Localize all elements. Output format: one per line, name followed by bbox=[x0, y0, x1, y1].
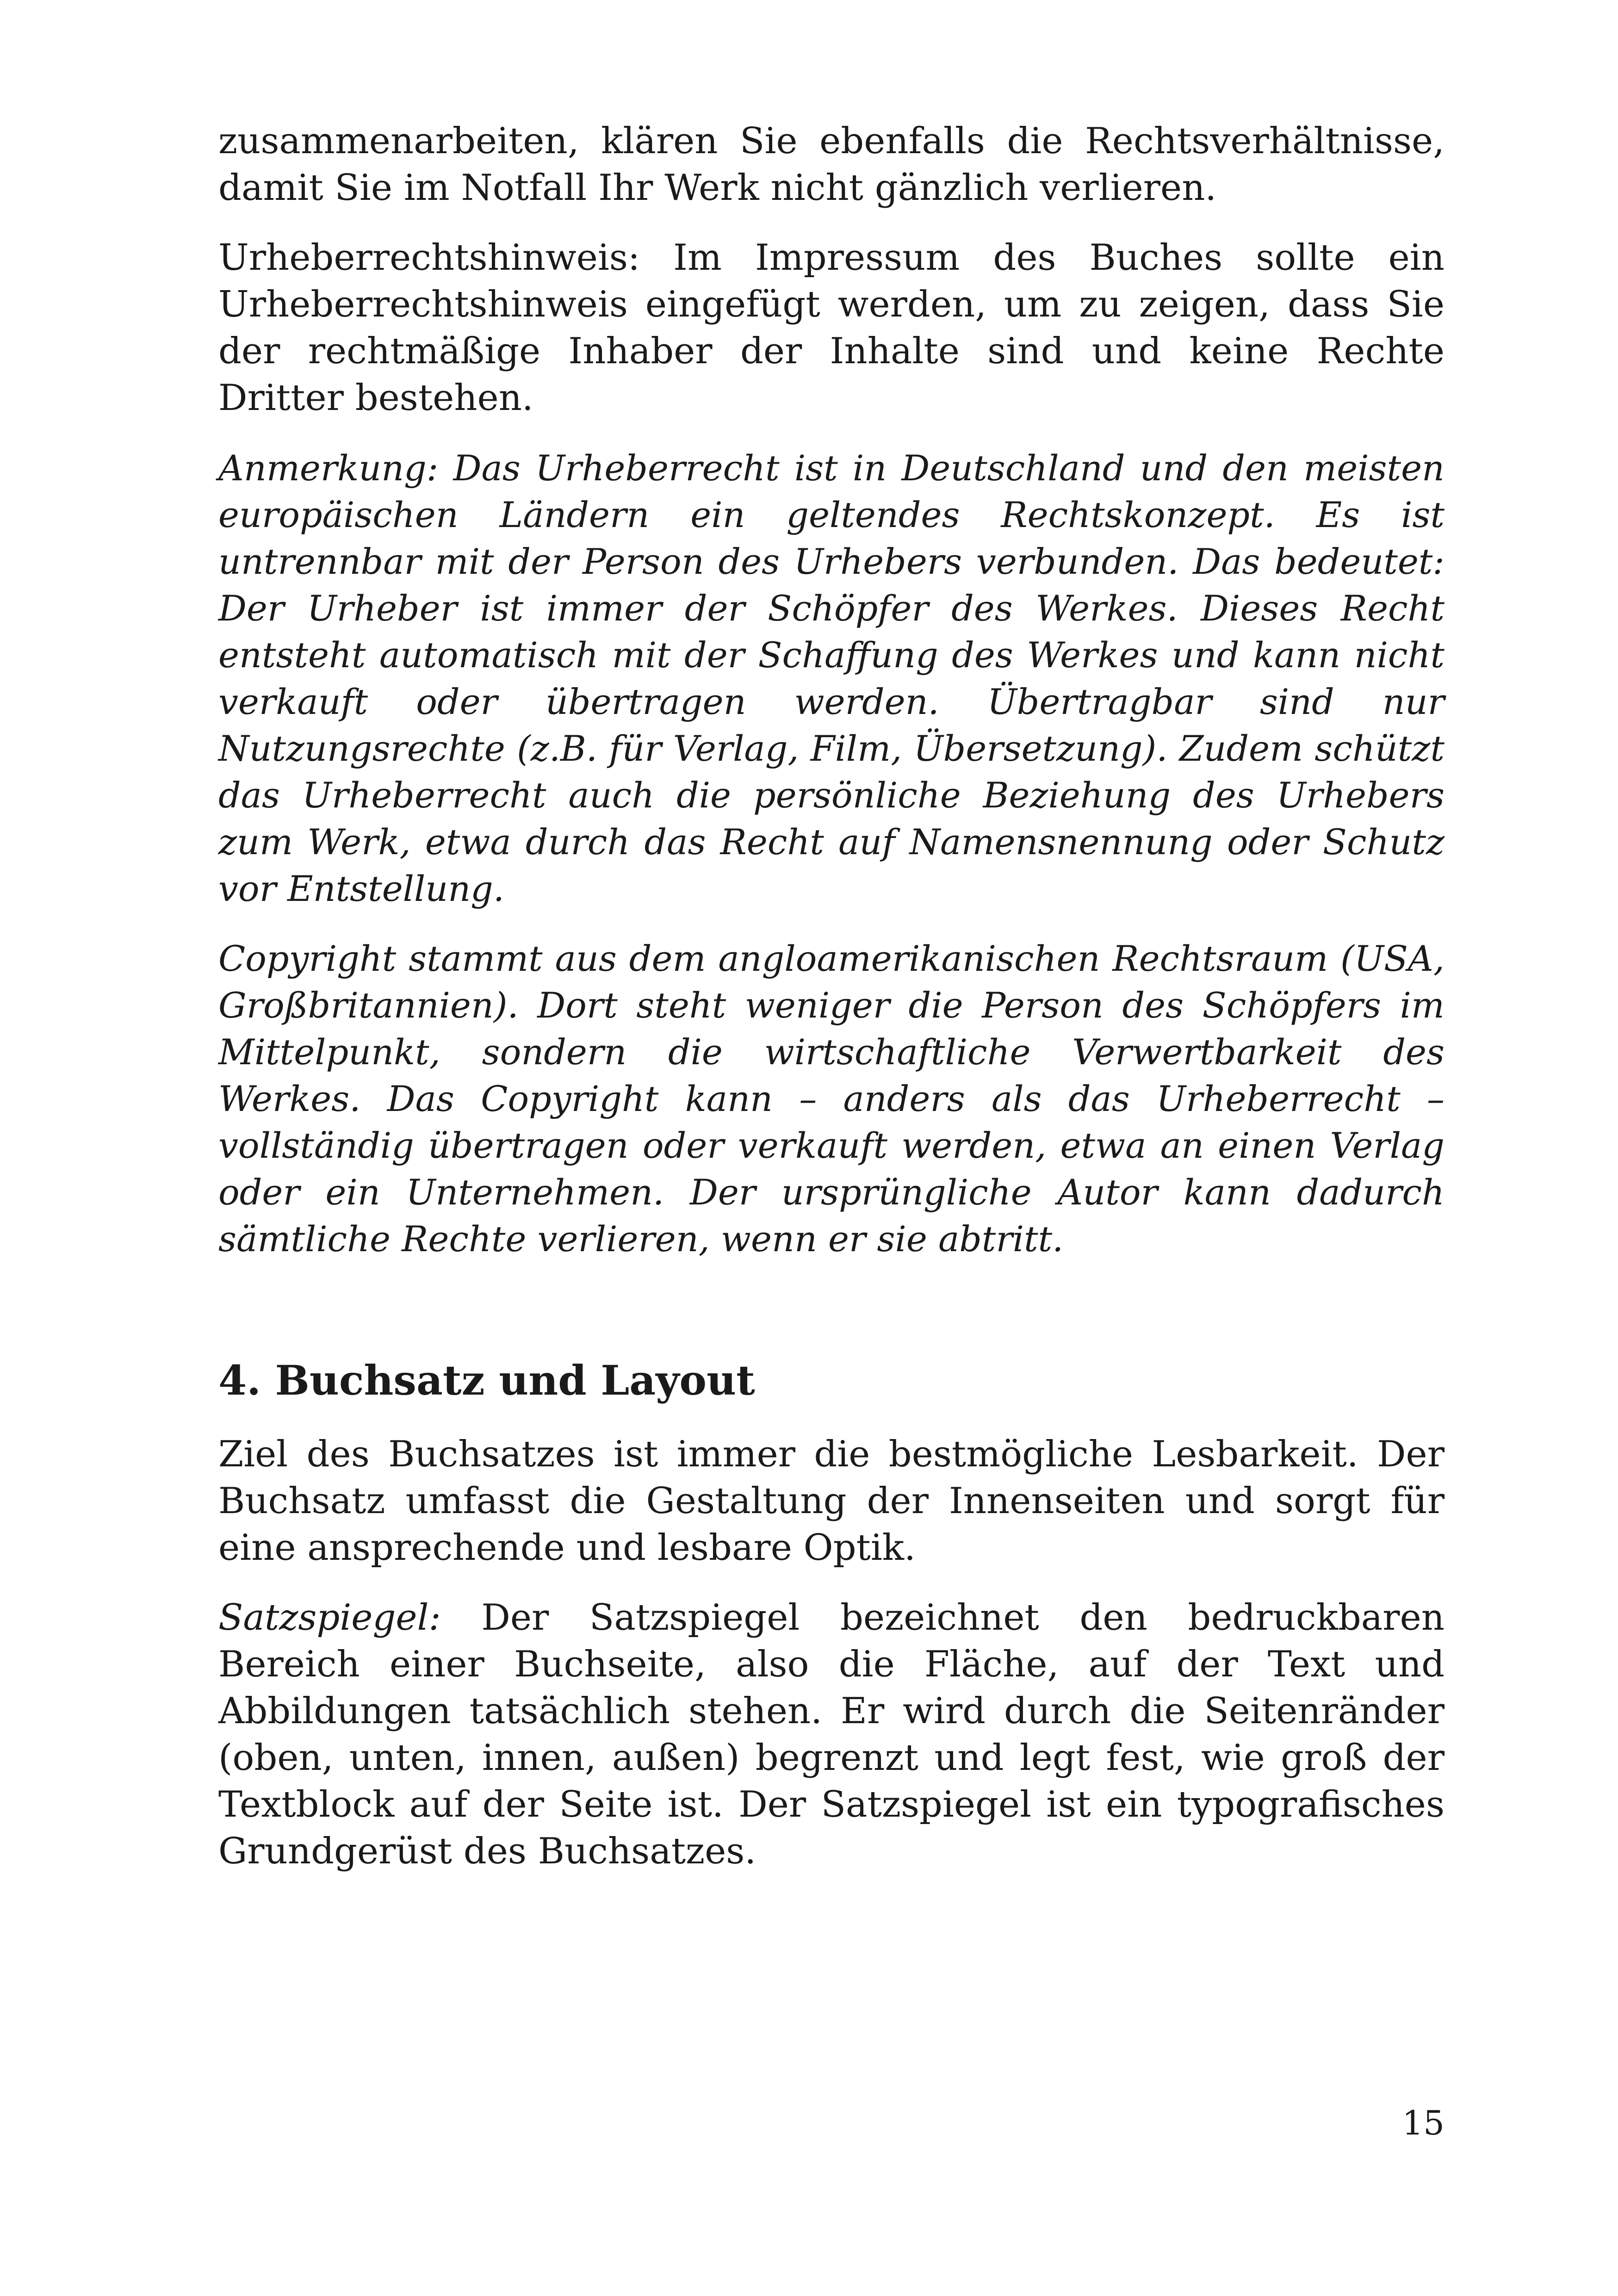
paragraph-rechtsverhaeltnisse: zusammenarbeiten, klären Sie ebenfalls die Rechtsverhältnisse, damit Sie im Notfall Ihr Werk nicht gänzlich verlieren. bbox=[218, 120, 1444, 209]
paragraph-section-intro: Ziel des Buchsatzes ist immer die bestmögliche Lesbarkeit. Der Buchsatz umfasst die Gestaltung der Innenseiten und sorgt für eine ansprechende und lesbare Optik. bbox=[218, 1433, 1444, 1569]
satzspiegel-lead: Satzspiegel: bbox=[218, 1597, 441, 1638]
paragraph-urheberrechtshinweis: Urheberrechtshinweis: Im Impressum des Buches sollte ein Urheberrechtshinweis eingefügt werden, um zu zeigen, dass Sie der rechtmäßige Inhaber der Inhalte sind und keine Rechte Dritter bestehen. bbox=[218, 237, 1444, 419]
section-heading: 4. Buchsatz und Layout bbox=[218, 1356, 755, 1404]
paragraph-copyright: Copyright stammt aus dem angloamerikanischen Rechtsraum (USA, Großbritannien). Dort steht weniger die Person des Schöpfers im Mittelpunkt, sondern die wirtschaftliche Verwertbarkeit des Werkes. Das Copyright kann – anders als das Urheberrecht – vollständig übertragen oder verkauft werden, etwa an einen Verlag oder ein Unternehmen. Der ursprüngliche Autor kann dadurch sämtliche Rechte verlieren, wenn er sie abtritt. bbox=[218, 938, 1444, 1260]
page-number: 15 bbox=[1402, 2104, 1444, 2142]
paragraph-satzspiegel bbox=[218, 1595, 1444, 1875]
satzspiegel-text: Der Satzspiegel bezeichnet den bedruckbaren Bereich einer Buchseite, also die Fläche, auf der Text und Abbildungen tatsächlich stehen. Er wird durch die Seitenränder (oben, unten, innen, außen) begrenzt und legt fest, wie groß der Textblock auf der Seite ist. Der Satzspiegel ist ein typografisches Grundgerüst des Buchsatzes. bbox=[218, 1597, 1444, 1872]
paragraph-anmerkung: Anmerkung: Das Urheberrecht ist in Deutschland und den meisten europäischen Ländern ein geltendes Rechtskonzept. Es ist untrennbar mit der Person des Urhebers verbunden. Das bedeutet: Der Urheber ist immer der Schöpfer des Werkes. Dieses Recht entsteht automatisch mit der Schaffung des Werkes und kann nicht verkauft oder übertragen werden. Übertragbar sind nur Nutzungsrechte (z.B. für Verlag, Film, Übersetzung). Zudem schützt das Urheberrecht auch die persönliche Beziehung des Urhebers zum Werk, etwa durch das Recht auf Namensnennung oder Schutz vor Entstellung. bbox=[218, 447, 1444, 909]
text-block bbox=[218, 118, 1444, 1898]
